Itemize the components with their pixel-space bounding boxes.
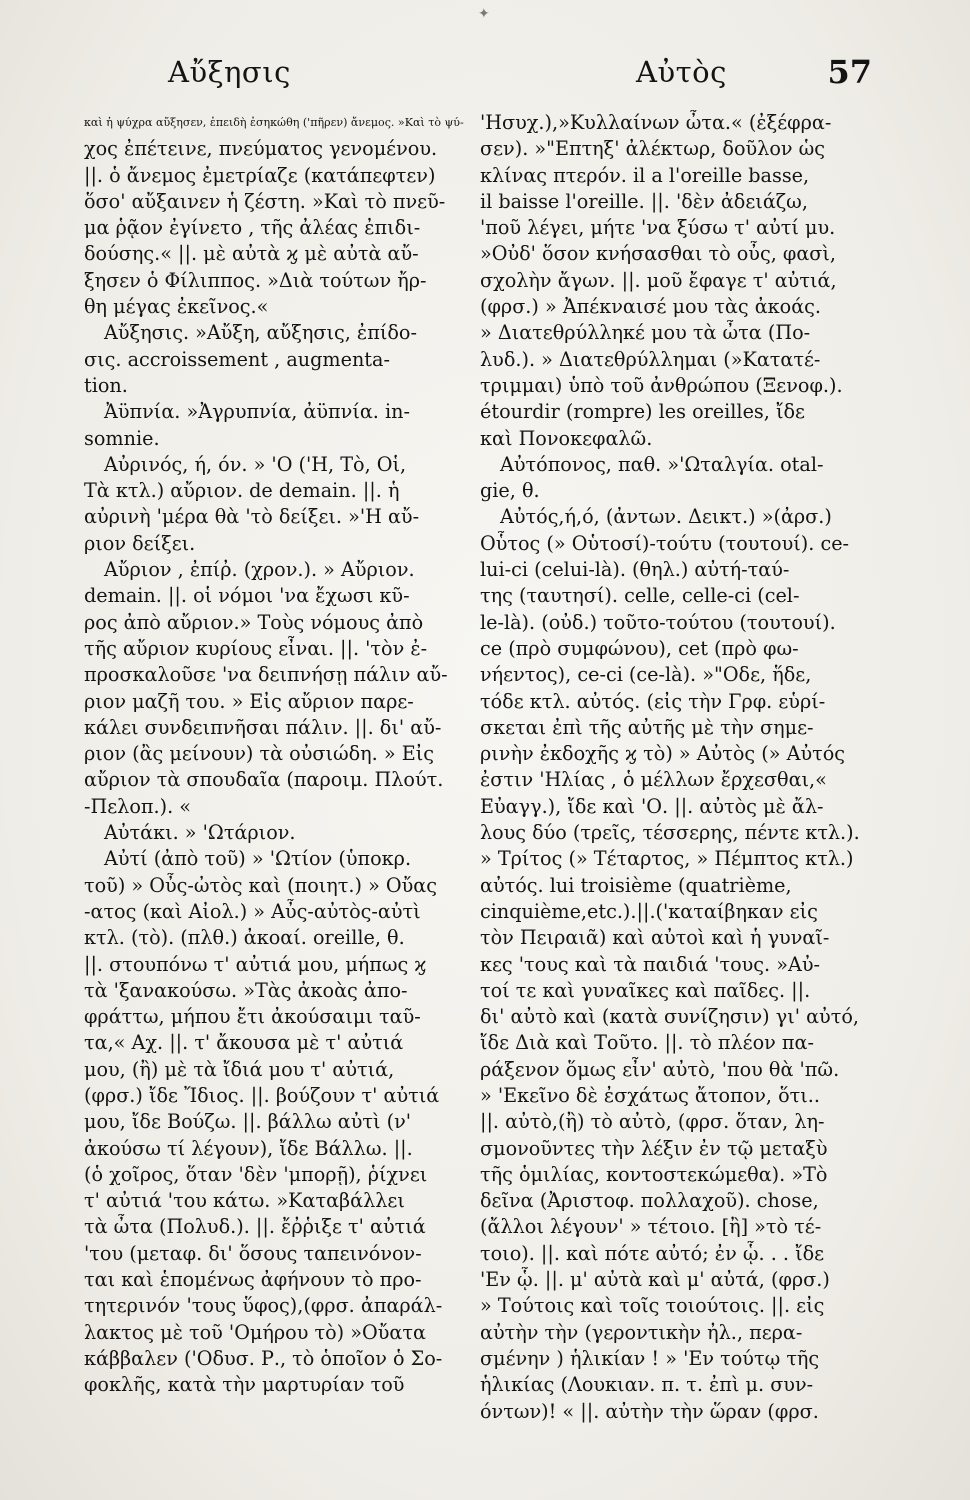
text-line: θη μέγας ἐκεῖνος.«	[84, 295, 269, 319]
text-line: προσκαλοῦσε 'να δειπνήσῃ πάλιν αὔ-	[84, 663, 448, 687]
text-line: ρος ἀπὸ αὔριον.» Τοὺς νόμους ἀπὸ	[84, 610, 424, 634]
text-line: ἀκούσω τί λέγουν), ἴδε Βάλλω. ||.	[84, 1136, 413, 1160]
text-line: σκεται ἐπὶ τῆς αὐτῆς μὲ τὴν σημε-	[480, 715, 814, 739]
text-line: ρινὴν ἐκδοχῆς ϗ τὸ) » Αὐτὸς (» Αὐτός	[480, 742, 846, 766]
header-left-word: Αὔξησις	[168, 55, 291, 89]
text-line: » Τούτοις καὶ τοῖς τοιούτοις. ||. εἰς	[480, 1294, 825, 1318]
text-line: gie, θ.	[480, 479, 540, 503]
text-line: 'του (μεταφ. δι' ὅσους ταπεινόνον-	[84, 1241, 422, 1265]
text-line: μου, (ἢ) μὲ τὰ ἴδιά μου τ' αὐτιά,	[84, 1057, 395, 1081]
text-line: ||. στουπόνω τ' αὐτιά μου, μήπως ϗ	[84, 952, 427, 976]
text-line: χος ἐπέτεινε, πνεύματος γενομένου.	[84, 137, 438, 161]
text-line: ὅσο' αὔξαινεν ἡ ζέστη. »Καὶ τὸ πνεῦ-	[84, 189, 446, 213]
text-line: αὔριον τὰ σπουδαῖα (παροιμ. Πλούτ.	[84, 768, 444, 792]
text-line: »Οὐδ' ὅσον κνήσασθαι τὸ οὖς, φασὶ,	[480, 242, 836, 266]
text-line: τοιο). ||. καὶ πότε αὐτό; ἐν ᾧ. . . ἴδε	[480, 1241, 825, 1265]
text-line: αὐρινὴ 'μέρα θὰ 'τὸ δείξει. »'Η αὔ-	[84, 505, 420, 529]
text-line: τὸν Πειραιᾶ) καὶ αὐτοὶ καὶ ἡ γυναῖ-	[480, 926, 830, 950]
text-line: ||. αὐτὸ,(ἢ) τὸ αὐτὸ, (φρσ. ὅταν, λη-	[480, 1110, 825, 1134]
text-line: λους δύο (τρεῖς, τέσσερης, πέντε κτλ.).	[480, 821, 860, 845]
text-line: ἐστιν 'Ηλίας , ὁ μέλλων ἔρχεσθαι,«	[480, 768, 827, 792]
header-right-word: Αὐτὸς	[636, 55, 727, 89]
text-line: σμονοῦντες τὴν λέξιν ἐν τῷ μεταξὺ	[480, 1136, 828, 1160]
text-line: Αὐρινός, ή, όν. » 'Ο ('Η, Τὸ, Οἱ,	[104, 452, 407, 476]
text-line: ράξενον ὅμως εἶν' αὐτὸ, 'που θὰ 'πῶ.	[480, 1057, 840, 1081]
text-line: » 'Εκεῖνο δὲ ἐσχάτως ἄτοπον, ὅτι..	[480, 1083, 820, 1107]
text-line: σμένην ) ἡλικίαν ! » 'Εν τούτῳ τῆς	[480, 1346, 820, 1370]
text-line: μα ῥᾷον ἐγίνετο , τῆς ἀλέας ἐπιδι-	[84, 216, 421, 240]
text-line: λακτος μὲ τοῦ 'Ομήρου τὸ) »Οὔατα	[84, 1320, 426, 1344]
text-line: τῆς ὁμιλίας, κοντοστεκώμεθα). »Τὸ	[480, 1162, 828, 1186]
text-line: τοῦ) » Οὖς-ὠτὸς καὶ (ποιητ.) » Οὔας	[84, 873, 438, 897]
print-mark: ✦	[478, 6, 490, 22]
text-line: φράττω, μήπου ἔτι ἀκούσαιμι ταῦ-	[84, 1005, 421, 1029]
text-line: ται καὶ ἑπομένως ἀφήνουν τὸ προ-	[84, 1268, 422, 1292]
text-line: σεν). »"Επτηξ' ἀλέκτωρ, δοῦλον ὡς	[480, 137, 826, 161]
text-line: κάλει συνδειπνῆσαι πάλιν. ||. δι' αὔ-	[84, 715, 442, 739]
text-line: Εὐαγγ.), ἴδε καὶ 'Ο. ||. αὐτὸς μὲ ἄλ-	[480, 794, 824, 818]
text-line: -ατος (καὶ Αἰολ.) » Αὖς-αὐτὸς-αὐτὶ	[84, 899, 421, 923]
text-line: τριμμαι) ὑπὸ τοῦ ἀνθρώπου (Ξενοφ.).	[480, 373, 843, 397]
text-line: somnie.	[84, 426, 160, 450]
text-line: ριον (ἂς μείνουν) τὰ οὐσιώδη. » Εἰς	[84, 742, 434, 766]
text-line: le-là). (οὐδ.) τοῦτο-τούτου (τουτουί).	[480, 610, 836, 634]
text-line: όντων)! « ||. αὐτὴν τὴν ὥραν (φρσ.	[480, 1399, 819, 1423]
text-line: 'ποῦ λέγει, μήτε 'να ξύσω τ' αὐτί μυ.	[480, 216, 836, 240]
running-header	[80, 55, 872, 99]
text-line: Αὐτί (ἀπὸ τοῦ) » 'Ωτίον (ὑποκρ.	[104, 847, 412, 871]
text-line: τητερινόν 'τους ὕφος),(φρσ. ἀπαράλ-	[84, 1294, 443, 1318]
text-line: demain. ||. οἱ νόμοι 'να ἔχωσι κῦ-	[84, 584, 410, 608]
text-line: Ἀϋπνία. »Ἀγρυπνία, ἀϋπνία. in-	[104, 400, 410, 424]
text-line: κλίνας πτερόν. il a l'oreille basse,	[480, 163, 810, 187]
text-line: τόδε κτλ. αὐτός. (εἰς τὴν Γρφ. εὑρί-	[480, 689, 826, 713]
text-line: étourdir (rompre) les oreilles, ἴδε	[480, 400, 805, 424]
text-line: σις. accroissement , augmenta-	[84, 347, 390, 371]
text-line: δι' αὐτὸ καὶ (κατὰ συνίζησιν) γι' αὐτό,	[480, 1005, 859, 1029]
text-line: αὐτὴν τὴν (γεροντικὴν ἠλ., περα-	[480, 1320, 803, 1344]
text-line: 'Ησυχ.),»Κυλλαίνων ὦτα.« (ἐξέφρα-	[480, 111, 832, 134]
text-line: Αὔξησις. »Αὔξη, αὔξησις, ἐπίδο-	[104, 321, 417, 345]
text-line: μου, ἴδε Βούζω. ||. βάλλω αὐτὶ (ν'	[84, 1110, 412, 1134]
text-line: καὶ Πονοκεφαλῶ.	[480, 426, 653, 450]
text-line: Οὗτος (» Οὑτοσί)-τούτυ (τουτουί). ce-	[480, 531, 850, 555]
text-line: cinquième,etc.).||.('καταίβηκαν εἰς	[480, 899, 818, 923]
text-line: ce (πρὸ συμφώνου), cet (πρὸ φω-	[480, 636, 799, 660]
text-line: αὐτός. lui troisième (quatrième,	[480, 873, 792, 897]
text-line: τὰ 'ξανακούσω. »Τὰς ἀκοὰς ἀπο-	[84, 978, 408, 1002]
text-line: (φρσ.) » Ἀπέκναισέ μου τὰς ἀκοάς.	[480, 295, 822, 319]
text-line: ριον μαζῆ του. » Εἰς αὔριον παρε-	[84, 689, 414, 713]
text-line: Αὐτός,ή,ό, (ἀντων. Δεικτ.) »(ἀρσ.)	[500, 505, 832, 529]
text-line: τοί τε καὶ γυναῖκες καὶ παῖδες. ||.	[480, 978, 811, 1002]
text-line: κες 'τους καὶ τὰ παιδιά 'τους. »Αὐ-	[480, 952, 820, 976]
text-line: » Τρίτος (» Τέταρτος, » Πέμπτος κτλ.)	[480, 847, 854, 871]
text-line: τῆς αὔριον κυρίους εἶναι. ||. 'τὸν ἐ-	[84, 636, 428, 660]
right-column	[480, 110, 860, 1425]
text-line: lui-ci (celui-là). (θηλ.) αὐτή-ταύ-	[480, 558, 790, 582]
text-line: δούσης.« ||. μὲ αὐτὰ ϗ μὲ αὐτὰ αὔ-	[84, 242, 419, 266]
text-line: λυδ.). » Διατεθρύλλημαι (»Κατατέ-	[480, 347, 821, 371]
text-line: τὰ ὦτα (Πολυδ.). ||. ἔῤῥιξε τ' αὐτιά	[84, 1215, 426, 1239]
text-line: φοκλῆς, κατὰ τὴν μαρτυρίαν τοῦ	[84, 1373, 405, 1397]
text-line: ἴδε Διὰ καὶ Τοῦτο. ||. τὸ πλέον πα-	[480, 1031, 814, 1055]
text-line: (ἄλλοι λέγουν' » τέτοιο. [ἢ] »τὸ τέ-	[480, 1215, 822, 1239]
text-line: τ' αὐτιά 'του κάτω. »Καταβάλλει	[84, 1189, 405, 1213]
text-line: Αὐτάκι. » 'Ωτάριον.	[104, 821, 296, 845]
text-line: της (ταυτησί). celle, celle-ci (cel-	[480, 584, 800, 608]
text-line: κτλ. (τὸ). (πλθ.) ἀκοαί. oreille, θ.	[84, 926, 405, 950]
text-line: καὶ ἡ ψύχρα αὔξησεν, ἐπειδὴ ἐσηκώθη ('πῆρεν) ἄνεμος. »Καὶ τὸ ψύ-	[84, 116, 464, 129]
text-line: Αὔριον , ἐπίῤ. (χρον.). » Αὔριον.	[104, 558, 415, 582]
text-line: κάββαλεν ('Οδυσ. Ρ., τὸ ὁποῖον ὁ Σο-	[84, 1346, 443, 1370]
text-line: tion.	[84, 373, 128, 397]
text-line: ἡλικίας (Λουκιαν. π. τ. ἐπὶ μ. συν-	[480, 1373, 814, 1397]
text-line: Τὰ κτλ.) αὔριον. de demain. ||. ἡ	[84, 479, 400, 503]
text-line: Αὐτόπονος, παθ. »'Ωταλγία. otal-	[500, 452, 824, 476]
text-line: ξησεν ὁ Φίλιππος. »Διὰ τούτων ἤρ-	[84, 268, 427, 292]
text-line: δεῖνα (Ἀριστοφ. πολλαχοῦ). chose,	[480, 1189, 819, 1213]
text-line: » Διατεθρύλληκέ μου τὰ ὦτα (Πο-	[480, 321, 811, 345]
text-line: τα,« Αχ. ||. τ' ἄκουσα μὲ τ' αὐτιά	[84, 1031, 404, 1055]
text-line: il baisse l'oreille. ||. 'δὲν ἀδειάζω,	[480, 189, 808, 213]
text-line: (ὁ χοῖρος, ὅταν 'δὲν 'μπορῇ), ῥίχνει	[84, 1162, 428, 1186]
text-line: νήεντος), ce-ci (ce-là). »"Οδε, ἥδε,	[480, 663, 812, 687]
text-line: -Πελοπ.). «	[84, 794, 192, 818]
left-column	[84, 110, 464, 1399]
page-number: 57	[827, 53, 872, 91]
text-line: σχολὴν ἄγων. ||. μοῦ ἔφαγε τ' αὐτιά,	[480, 268, 837, 292]
text-line: ||. ὁ ἄνεμος ἐμετρίαζε (κατάπεφτεν)	[84, 163, 436, 187]
text-line: ριον δείξει.	[84, 531, 196, 555]
text-line: (φρσ.) ἴδε Ἴδιος. ||. βούζουν τ' αὐτιά	[84, 1083, 440, 1107]
text-line: 'Εν ᾧ. ||. μ' αὐτὰ καὶ μ' αὐτά, (φρσ.)	[480, 1268, 830, 1292]
